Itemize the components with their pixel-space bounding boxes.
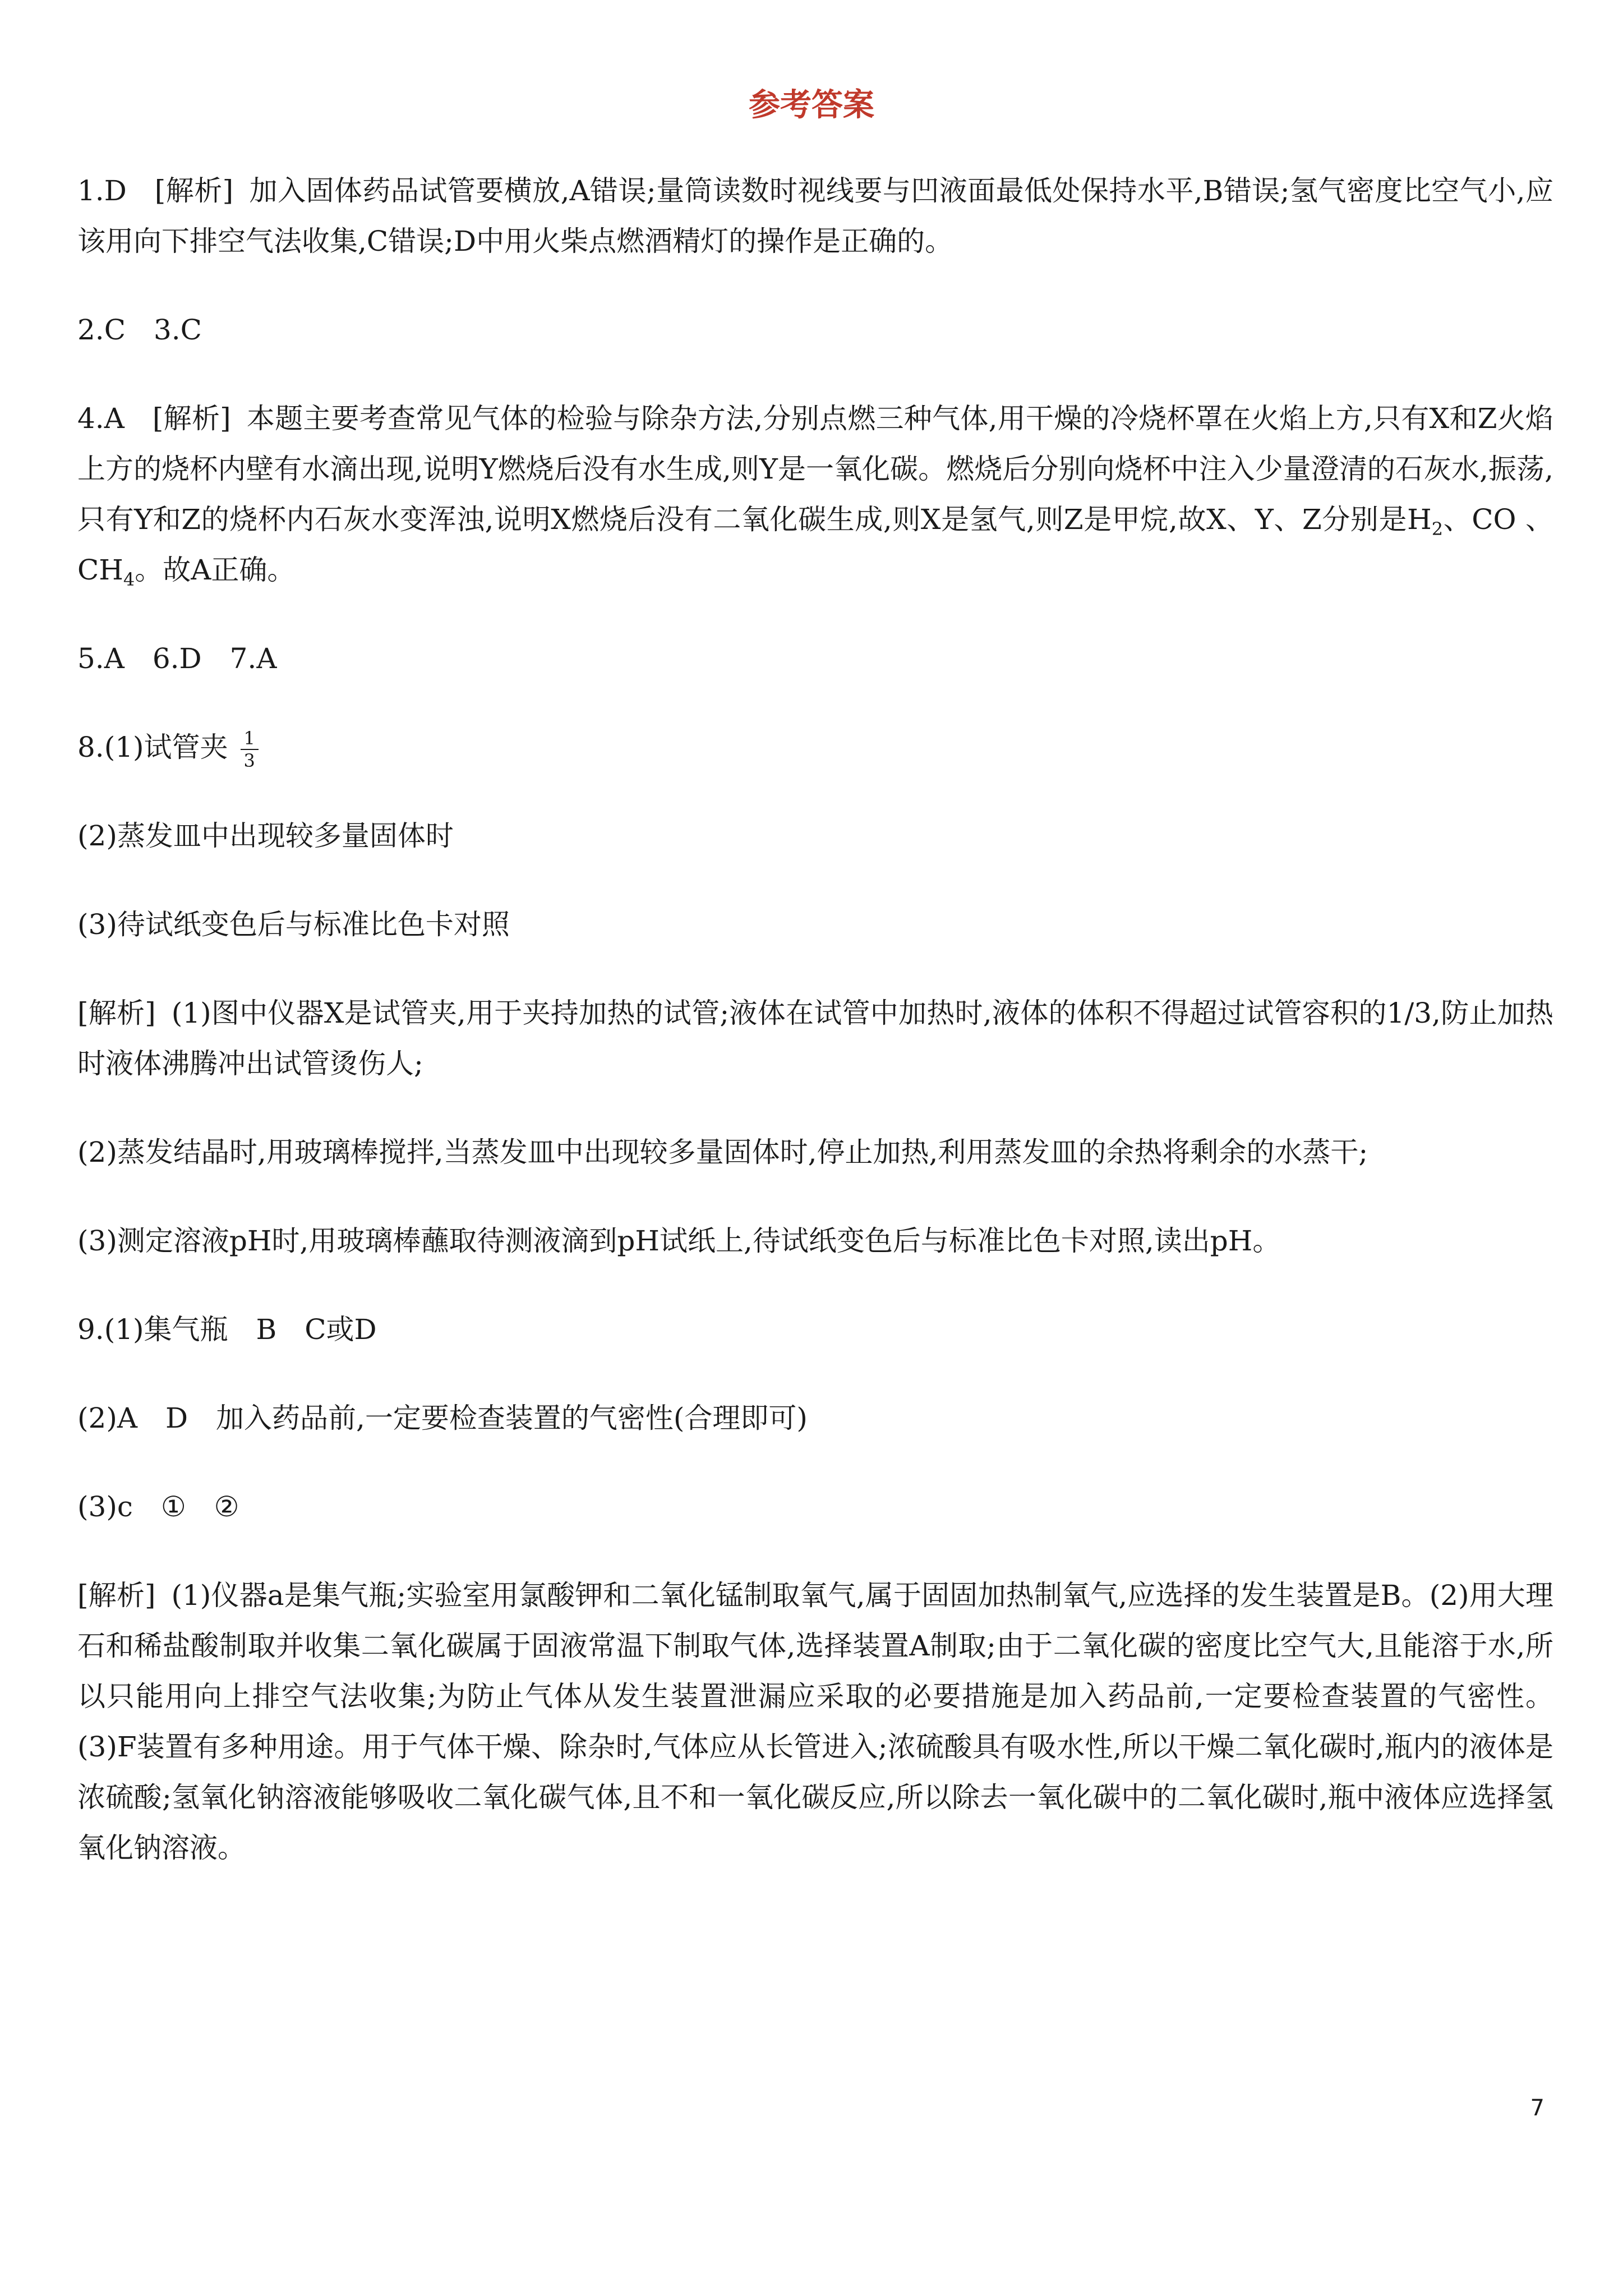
- fraction-one-third: $\frac{1}{3}$: [241, 728, 259, 771]
- page-number: 7: [1530, 2095, 1544, 2121]
- answer-part-c: 加入药品前,一定要检查装置的气密性(合理即可): [216, 1402, 808, 1434]
- answer-2: 2.C: [77, 314, 126, 346]
- answer-6: 6.D: [152, 642, 202, 675]
- answer-1: [77, 165, 1553, 266]
- answer-part-a: (3)c: [77, 1490, 133, 1523]
- analysis-8-1: [77, 988, 1553, 1089]
- answer-9-1: [77, 1304, 1553, 1355]
- answer-4: [77, 393, 1553, 595]
- answer-text: (2)蒸发皿中出现较多量固体时: [77, 820, 454, 852]
- analysis-9: [77, 1570, 1553, 1873]
- answer-text: (3)待试纸变色后与标准比色卡对照: [77, 908, 510, 941]
- answer-5: 5.A: [77, 642, 125, 675]
- answer-part-b: D: [165, 1402, 188, 1434]
- answer-part-a: (2)A: [77, 1402, 137, 1434]
- answers-5-7: [77, 633, 1553, 684]
- analysis-8-2: [77, 1127, 1553, 1177]
- answer-part-c: ②: [214, 1490, 239, 1523]
- analysis-tag: [解析]: [77, 997, 156, 1029]
- formula-separator: 、CO 、: [1443, 503, 1553, 536]
- analysis-text: (1)仪器a是集气瓶;实验室用氯酸钾和二氧化锰制取氧气,属于固固加热制氧气,应选择的发生装置是B。(2)用大理石和稀盐酸制取并收集二氧化碳属于固液常温下制取气体,选择装置A制取;由于二氧化碳的密度比空气大,且能溶于水,所以只能用向上排空气法收集;为防止气体从发生装置泄漏应采取的必要措施是加入药品前,一定要检查装置的气密性。(3)F装置有多种用途。用于气体干燥、除杂时,气体应从长管进入;浓硫酸具有吸水性,所以干燥二氧化碳时,瓶内的液体是浓硫酸;氢氧化钠溶液能够吸收二氧化碳气体,且不和一氧化碳反应,所以除去一氧化碳中的二氧化碳时,瓶中液体应选择氢氧化钠溶液。: [77, 1579, 1553, 1864]
- analysis-tail: 。故A正确。: [135, 554, 296, 586]
- answer-part-c: C或D: [305, 1313, 377, 1346]
- answer-3: 3.C: [153, 314, 202, 346]
- analysis-text: 加入固体药品试管要横放,A错误;量筒读数时视线要与凹液面最低处保持水平,B错误;氢气密度比空气小,应该用向下排空气法收集,C错误;D中用火柴点燃酒精灯的操作是正确的。: [77, 174, 1553, 257]
- analysis-text: (1)图中仪器X是试管夹,用于夹持加热的试管;液体在试管中加热时,液体的体积不得超过试管容积的1/3,防止加热时液体沸腾冲出试管烫伤人;: [77, 997, 1553, 1080]
- analysis-text: (2)蒸发结晶时,用玻璃棒搅拌,当蒸发皿中出现较多量固体时,停止加热,利用蒸发皿的余热将剩余的水蒸干;: [77, 1136, 1368, 1168]
- analysis-tag: [解析]: [152, 402, 231, 435]
- answer-number: 1.D: [77, 174, 127, 207]
- answer-8-2: [77, 811, 1553, 861]
- formula-h2: $H_2$: [1407, 503, 1444, 540]
- page-title: 参考答案: [749, 87, 874, 123]
- analysis-8-3: [77, 1216, 1553, 1266]
- answer-9-3: [77, 1481, 1553, 1532]
- answer-part-b: B: [256, 1313, 277, 1346]
- answer-content: [77, 165, 1553, 1911]
- analysis-text: 本题主要考查常见气体的检验与除杂方法,分别点燃三种气体,用干燥的冷烧杯罩在火焰上方,只有X和Z火焰上方的烧杯内壁有水滴出现,说明Y燃烧后没有水生成,则Y是一氧化碳。燃烧后分别向烧杯中注入少量澄清的石灰水,振荡,只有Y和Z的烧杯内石灰水变浑浊,说明X燃烧后没有二氧化碳生成,则X是氢气,则Z是甲烷,故X、Y、Z分别是: [77, 402, 1554, 536]
- answer-part-b: ①: [160, 1490, 186, 1523]
- answer-number: 4.A: [77, 402, 125, 435]
- answer-7: 7.A: [229, 642, 277, 675]
- answer-8-1: [77, 722, 1553, 772]
- answer-text: 8.(1)试管夹: [77, 731, 228, 763]
- analysis-text: (3)测定溶液pH时,用玻璃棒蘸取待测液滴到pH试纸上,待试纸变色后与标准比色卡对照,读出pH。: [77, 1225, 1281, 1257]
- answers-2-3: [77, 305, 1553, 355]
- answer-8-3: [77, 899, 1553, 950]
- answer-part-a: 9.(1)集气瓶: [77, 1313, 228, 1346]
- formula-ch4: $CH_4$: [77, 554, 135, 590]
- analysis-tag: [解析]: [154, 174, 234, 207]
- answer-9-2: [77, 1393, 1553, 1443]
- analysis-tag: [解析]: [77, 1579, 156, 1612]
